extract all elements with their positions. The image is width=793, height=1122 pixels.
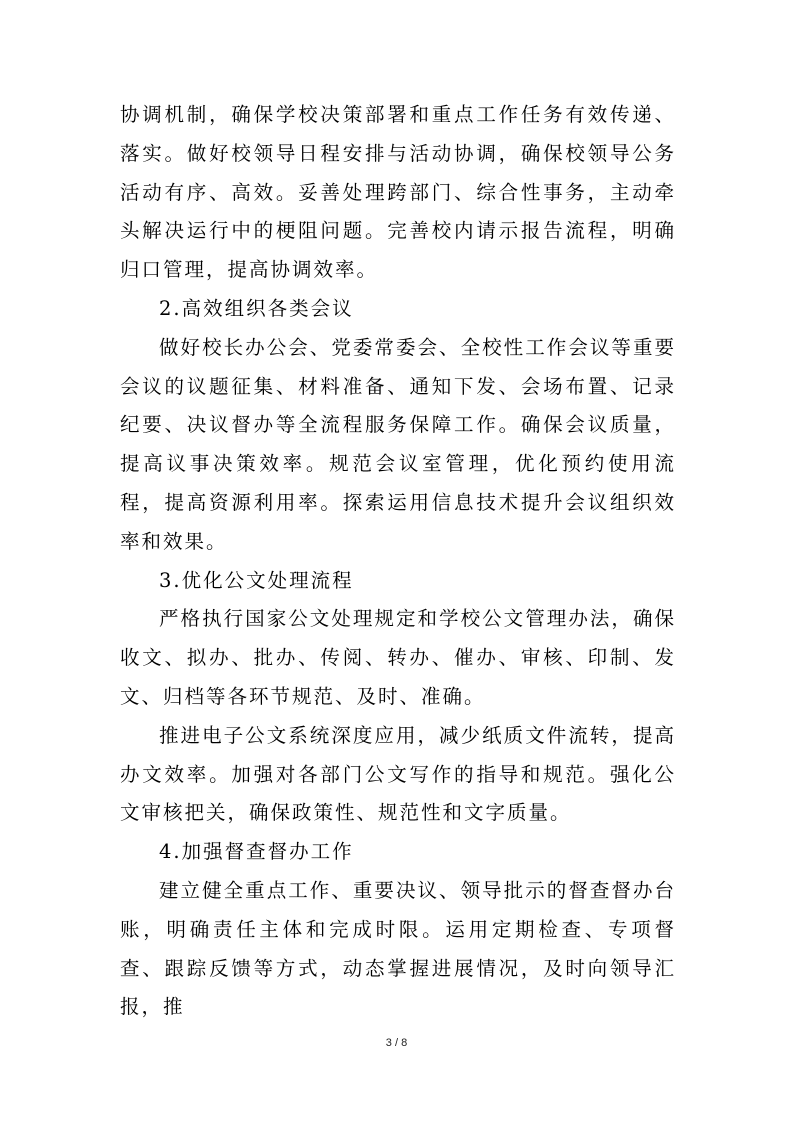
paragraph-meetings: 做好校长办公会、党委常委会、全校性工作会议等重要会议的议题征集、材料准备、通知下发、会场布置、记录纪要、决议督办等全流程服务保障工作。确保会议质量，提高议事决策效率。规范会议室管理，优化预约使用流程，提高资源利用率。探索运用信息技术提升会议组织效率和效果。 <box>120 335 676 553</box>
heading-organize-meetings: 2.高效组织各类会议 <box>159 296 354 320</box>
paragraph-coordination-mechanism: 协调机制，确保学校决策部署和重点工作任务有效传递、落实。做好校领导日程安排与活动协调，确保校领导公务活动有序、高效。妥善处理跨部门、综合性事务，主动牵头解决运行中的梗阻问题。完善校内请示报告流程，明确归口管理，提高协调效率。 <box>120 103 676 282</box>
heading-supervision: 4.加强督查督办工作 <box>159 840 354 864</box>
document-body <box>120 96 676 1027</box>
paragraph-document-rules: 严格执行国家公文处理规定和学校公文管理办法，确保收文、拟办、批办、传阅、转办、催办、审核、印制、发文、归档等各环节规范、及时、准确。 <box>120 607 676 708</box>
paragraph-electronic-documents: 推进电子公文系统深度应用，减少纸质文件流转，提高办文效率。加强对各部门公文写作的指导和规范。强化公文审核把关，确保政策性、规范性和文字质量。 <box>120 723 676 825</box>
page-number: 3 / 8 <box>385 1037 408 1049</box>
heading-document-processing: 3.优化公文处理流程 <box>159 568 354 592</box>
paragraph-supervision: 建立健全重点工作、重要决议、领导批示的督查督办台账，明确责任主体和完成时限。运用定期检查、专项督查、跟踪反馈等方式，动态掌握进展情况，及时向领导汇报，推 <box>120 878 676 1019</box>
